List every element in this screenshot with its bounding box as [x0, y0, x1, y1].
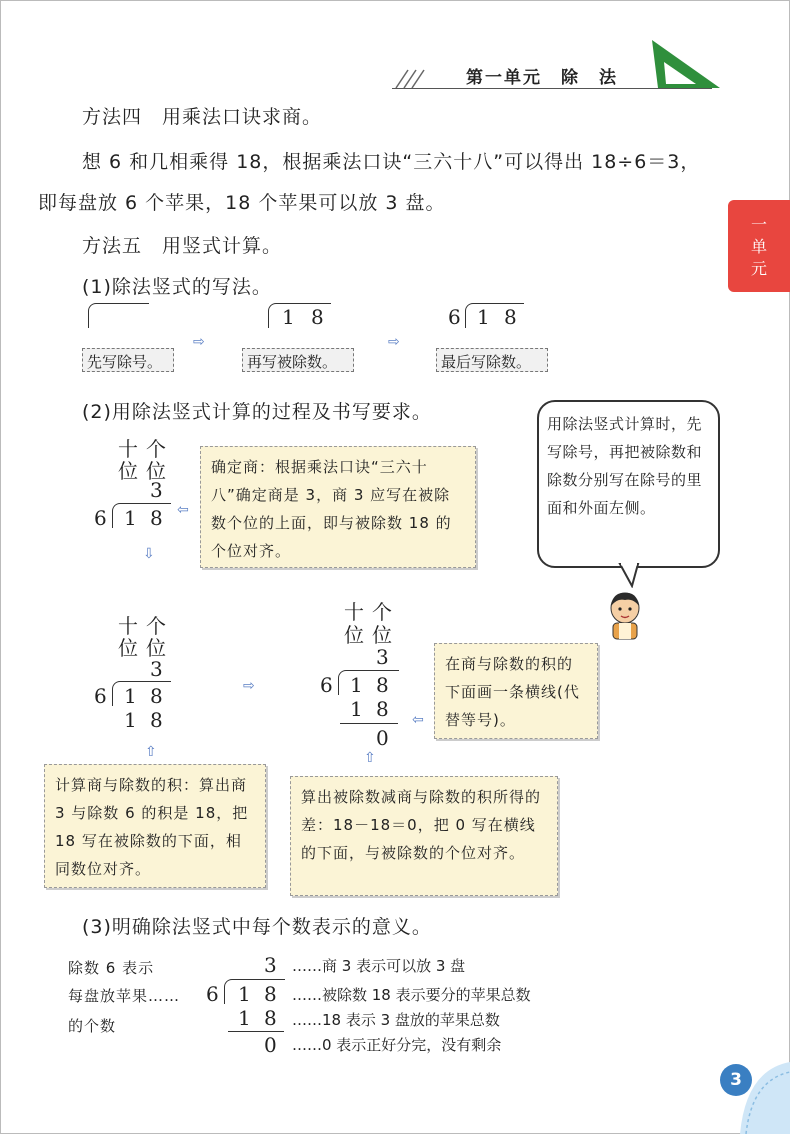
explain-product: ……18 表示 3 盘放的苹果总数 — [292, 1011, 500, 1029]
dividend-digit: 1 — [282, 305, 295, 329]
tens-label: 十 — [118, 437, 138, 461]
note-line: 在商与除数的积的下面画一条横线(代替等号)。 — [434, 643, 598, 739]
up-arrow-icon: ⇧ — [145, 744, 157, 760]
unit-tab — [728, 200, 790, 292]
product-digit: 1 — [238, 1006, 251, 1030]
method4-line2: 即每盘放 6 个苹果，18 个苹果可以放 3 盘。 — [38, 192, 446, 214]
step3-heading: (3)明确除法竖式中每个数表示的意义。 — [82, 916, 432, 938]
product-digit: 8 — [376, 697, 389, 721]
note-quotient: 确定商：根据乘法口诀“三六十八”确定商是 3，商 3 应写在被除数个位的上面，即与被除数 18 的个位对齐。 — [200, 446, 476, 568]
subtraction-line — [340, 723, 398, 724]
note-difference: 算出被除数减商与除数的积所得的差：18－18＝0，把 0 写在横线的下面，与被除数的个位对齐。 — [290, 776, 558, 896]
product-digit: 8 — [264, 1006, 277, 1030]
dividend-digit: 1 — [350, 673, 363, 697]
right-arrow-icon: ⇨ — [193, 334, 205, 350]
triangle-ruler-icon — [650, 32, 722, 92]
wei-label: 位 — [146, 636, 166, 660]
note-product: 计算商与除数的积：算出商 3 与除数 6 的积是 18，把 18 写在被除数的下面，相同数位对齐。 — [44, 764, 266, 888]
left-arrow-icon: ⇦ — [177, 502, 189, 518]
divisor-digit: 6 — [448, 305, 461, 329]
ones-label: 个 — [372, 600, 392, 624]
bubble-tail-icon — [618, 562, 642, 588]
subtraction-line — [228, 1031, 284, 1032]
divisor-meaning-line3: 的个数 — [68, 1017, 117, 1035]
wei-label: 位 — [344, 623, 364, 647]
tab-char: 元 — [750, 259, 767, 278]
page-number: 3 — [720, 1064, 752, 1096]
product-digit: 1 — [350, 697, 363, 721]
label-step1: 先写除号。 — [82, 348, 174, 372]
dividend-digit: 1 — [124, 684, 137, 708]
explain-quotient: ……商 3 表示可以放 3 盘 — [292, 957, 466, 975]
dividend-digit: 8 — [504, 305, 517, 329]
tens-label: 十 — [344, 600, 364, 624]
up-arrow-icon: ⇧ — [364, 750, 376, 766]
wei-label: 位 — [372, 623, 392, 647]
dividend-digit: 8 — [376, 673, 389, 697]
product-digit: 8 — [150, 708, 163, 732]
step1-heading: (1)除法竖式的写法。 — [82, 276, 272, 298]
tab-char: 单 — [750, 237, 767, 256]
divisor-meaning-line1: 除数 6 表示 — [68, 959, 155, 977]
difference-digit: 0 — [376, 726, 389, 750]
wei-label: 位 — [146, 459, 166, 483]
divisor-meaning-line2: 每盘放苹果…… — [68, 987, 181, 1005]
right-arrow-icon: ⇨ — [388, 334, 400, 350]
wei-label: 位 — [118, 459, 138, 483]
dividend-digit: 1 — [477, 305, 490, 329]
divisor-digit: 6 — [320, 673, 333, 697]
explain-difference: ……0 表示正好分完，没有剩余 — [292, 1036, 502, 1054]
divisor-digit: 6 — [206, 982, 219, 1006]
quotient-digit: 3 — [150, 478, 163, 502]
method5-heading: 方法五 用竖式计算。 — [82, 235, 283, 257]
quotient-digit: 3 — [264, 953, 277, 977]
dividend-digit: 8 — [311, 305, 324, 329]
quotient-digit: 3 — [150, 657, 163, 681]
left-arrow-icon: ⇦ — [412, 712, 424, 728]
dividend-digit: 8 — [264, 982, 277, 1006]
method4-heading: 方法四 用乘法口诀求商。 — [82, 106, 323, 128]
header-stripes-icon — [392, 66, 432, 90]
tab-char: 一 — [750, 215, 767, 234]
dividend-digit: 8 — [150, 506, 163, 530]
explain-dividend: ……被除数 18 表示要分的苹果总数 — [292, 986, 531, 1004]
dividend-digit: 8 — [150, 684, 163, 708]
right-arrow-icon: ⇨ — [243, 678, 255, 694]
label-step3: 最后写除数。 — [436, 348, 548, 372]
speech-bubble: 用除法竖式计算时，先写除号，再把被除数和除数分别写在除号的里面和外面左侧。 — [537, 400, 720, 568]
ones-label: 个 — [146, 614, 166, 638]
step2-heading: (2)用除法竖式计算的过程及书写要求。 — [82, 401, 432, 423]
quotient-digit: 3 — [376, 645, 389, 669]
boy-avatar-icon — [603, 590, 647, 640]
method4-line1: 想 6 和几相乘得 18，根据乘法口诀“三六十八”可以得出 18÷6＝3， — [82, 151, 701, 173]
divisor-digit: 6 — [94, 684, 107, 708]
division-bracket — [88, 303, 149, 328]
divisor-digit: 6 — [94, 506, 107, 530]
dividend-digit: 1 — [238, 982, 251, 1006]
label-step2: 再写被除数。 — [242, 348, 354, 372]
ones-label: 个 — [146, 437, 166, 461]
tens-label: 十 — [118, 614, 138, 638]
down-arrow-icon: ⇩ — [143, 546, 155, 562]
unit-title: 第一单元 除 法 — [466, 68, 618, 88]
division-bracket — [338, 670, 399, 695]
wei-label: 位 — [118, 636, 138, 660]
product-digit: 1 — [124, 708, 137, 732]
dividend-digit: 1 — [124, 506, 137, 530]
difference-digit: 0 — [264, 1033, 277, 1057]
